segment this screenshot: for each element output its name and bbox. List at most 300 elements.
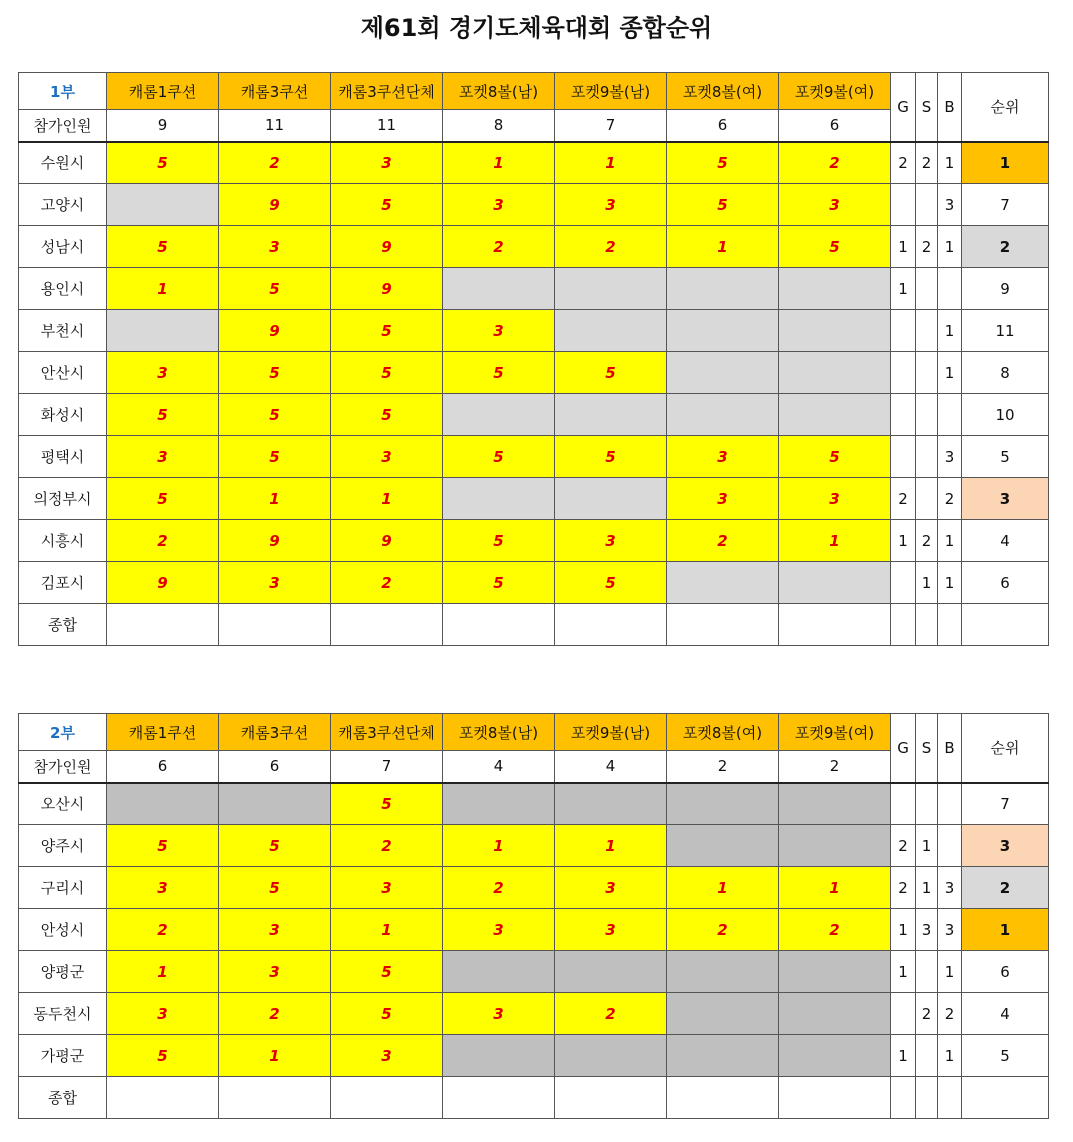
gold-count: 1: [891, 951, 916, 993]
event-score: 2: [555, 226, 667, 268]
event-score: 3: [219, 226, 331, 268]
event-score: 5: [107, 394, 219, 436]
city-name: 김포시: [19, 562, 107, 604]
silver-count: [916, 394, 938, 436]
event-score: 5: [443, 520, 555, 562]
bronze-count: 1: [938, 226, 962, 268]
overall-rank: 7: [962, 184, 1049, 226]
city-name: 평택시: [19, 436, 107, 478]
city-name: 구리시: [19, 867, 107, 909]
overall-rank: 1: [962, 909, 1049, 951]
city-name: 용인시: [19, 268, 107, 310]
event-score: 5: [219, 436, 331, 478]
event-not-entered: [443, 268, 555, 310]
bronze-count: [938, 394, 962, 436]
event-not-entered: [443, 1035, 555, 1077]
overall-rank: 8: [962, 352, 1049, 394]
total-cell: [667, 1077, 779, 1119]
participant-count: 11: [219, 110, 331, 142]
header-row: [19, 73, 1049, 110]
overall-rank: 4: [962, 993, 1049, 1035]
total-cell: [779, 1077, 891, 1119]
event-not-entered: [219, 783, 331, 825]
overall-rank: 7: [962, 783, 1049, 825]
event-header: 캐롬3쿠션단체: [331, 714, 443, 751]
total-cell: [107, 1077, 219, 1119]
overall-rank: 11: [962, 310, 1049, 352]
event-score: 3: [219, 909, 331, 951]
event-not-entered: [667, 951, 779, 993]
overall-rank: 6: [962, 562, 1049, 604]
silver-count: [916, 478, 938, 520]
event-score: 5: [219, 394, 331, 436]
city-row: [19, 352, 1049, 394]
city-row: [19, 436, 1049, 478]
silver-count: [916, 352, 938, 394]
page-title: 제61회 경기도체육대회 종합순위: [360, 14, 713, 42]
city-row: [19, 394, 1049, 436]
event-not-entered: [555, 310, 667, 352]
event-score: 5: [219, 867, 331, 909]
event-score: 5: [779, 436, 891, 478]
event-score: 2: [107, 520, 219, 562]
city-row: [19, 909, 1049, 951]
gold-count: [891, 783, 916, 825]
event-score: 5: [779, 226, 891, 268]
event-not-entered: [107, 184, 219, 226]
total-cell: [916, 1077, 938, 1119]
city-row: [19, 1035, 1049, 1077]
overall-rank: 2: [962, 867, 1049, 909]
city-name: 시흥시: [19, 520, 107, 562]
event-score: 3: [107, 993, 219, 1035]
event-score: 9: [219, 184, 331, 226]
bronze-header: B: [938, 73, 962, 142]
event-score: 2: [219, 993, 331, 1035]
event-score: 3: [555, 520, 667, 562]
event-score: 3: [555, 909, 667, 951]
silver-count: [916, 436, 938, 478]
gold-header: G: [891, 73, 916, 142]
event-not-entered: [779, 310, 891, 352]
gold-count: [891, 436, 916, 478]
total-cell: [443, 1077, 555, 1119]
event-score: 5: [107, 478, 219, 520]
event-score: 3: [331, 142, 443, 184]
city-row: [19, 993, 1049, 1035]
gold-count: 1: [891, 268, 916, 310]
city-name: 성남시: [19, 226, 107, 268]
total-label: 종합: [19, 1077, 107, 1119]
event-score: 2: [219, 142, 331, 184]
participant-count-label: 참가인원: [19, 110, 107, 142]
silver-count: 1: [916, 562, 938, 604]
bronze-count: 2: [938, 993, 962, 1035]
event-not-entered: [443, 951, 555, 993]
event-not-entered: [779, 268, 891, 310]
event-score: 3: [555, 867, 667, 909]
event-not-entered: [555, 951, 667, 993]
event-score: 5: [443, 352, 555, 394]
silver-header: S: [916, 73, 938, 142]
bronze-count: 1: [938, 951, 962, 993]
participant-count-label: 참가인원: [19, 751, 107, 783]
bronze-count: 3: [938, 867, 962, 909]
overall-rank: 3: [962, 825, 1049, 867]
event-not-entered: [779, 1035, 891, 1077]
city-row: [19, 310, 1049, 352]
city-name: 고양시: [19, 184, 107, 226]
silver-count: [916, 783, 938, 825]
event-score: 2: [779, 909, 891, 951]
total-cell: [555, 604, 667, 646]
participant-count: 9: [107, 110, 219, 142]
event-header: 포켓8볼(남): [443, 714, 555, 751]
city-row: [19, 142, 1049, 184]
event-not-entered: [555, 478, 667, 520]
event-header: 포켓8볼(남): [443, 73, 555, 110]
total-cell: [219, 604, 331, 646]
event-score: 5: [331, 184, 443, 226]
city-row: [19, 184, 1049, 226]
event-not-entered: [555, 1035, 667, 1077]
event-score: 2: [667, 520, 779, 562]
bronze-count: 2: [938, 478, 962, 520]
division-table: [18, 72, 1049, 646]
event-score: 3: [443, 909, 555, 951]
event-not-entered: [667, 825, 779, 867]
gold-count: 1: [891, 520, 916, 562]
event-score: 5: [443, 436, 555, 478]
event-score: 2: [555, 993, 667, 1035]
event-score: 9: [107, 562, 219, 604]
event-score: 3: [219, 951, 331, 993]
event-score: 9: [219, 520, 331, 562]
gold-count: [891, 993, 916, 1035]
gold-count: 2: [891, 867, 916, 909]
event-score: 3: [443, 310, 555, 352]
event-score: 5: [219, 825, 331, 867]
silver-count: [916, 1035, 938, 1077]
event-header: 포켓9볼(여): [779, 73, 891, 110]
overall-rank: 3: [962, 478, 1049, 520]
event-score: 5: [331, 310, 443, 352]
event-not-entered: [667, 310, 779, 352]
event-score: 5: [555, 436, 667, 478]
event-not-entered: [779, 394, 891, 436]
event-score: 1: [779, 867, 891, 909]
rank-header: 순위: [962, 714, 1049, 783]
event-not-entered: [667, 268, 779, 310]
bronze-count: 1: [938, 1035, 962, 1077]
event-score: 5: [107, 1035, 219, 1077]
event-score: 3: [443, 184, 555, 226]
event-score: 5: [331, 783, 443, 825]
event-score: 1: [107, 951, 219, 993]
silver-count: 2: [916, 993, 938, 1035]
total-cell: [962, 604, 1049, 646]
event-not-entered: [667, 783, 779, 825]
event-header: 캐롬3쿠션: [219, 73, 331, 110]
gold-count: [891, 562, 916, 604]
event-not-entered: [555, 783, 667, 825]
event-score: 9: [219, 310, 331, 352]
gold-count: 1: [891, 226, 916, 268]
total-row: [19, 1077, 1049, 1119]
event-not-entered: [779, 352, 891, 394]
event-score: 5: [331, 951, 443, 993]
event-not-entered: [667, 352, 779, 394]
silver-count: 1: [916, 867, 938, 909]
division-label: 1부: [19, 73, 107, 110]
event-not-entered: [667, 562, 779, 604]
participant-count: 7: [331, 751, 443, 783]
event-score: 2: [779, 142, 891, 184]
event-score: 2: [107, 909, 219, 951]
event-score: 3: [107, 867, 219, 909]
event-not-entered: [667, 993, 779, 1035]
event-not-entered: [443, 394, 555, 436]
event-not-entered: [107, 783, 219, 825]
city-name: 의정부시: [19, 478, 107, 520]
event-score: 5: [667, 142, 779, 184]
event-header: 포켓9볼(여): [779, 714, 891, 751]
bronze-count: [938, 268, 962, 310]
total-cell: [555, 1077, 667, 1119]
bronze-count: [938, 783, 962, 825]
event-score: 5: [443, 562, 555, 604]
event-score: 3: [107, 436, 219, 478]
participant-count: 6: [107, 751, 219, 783]
header-row: [19, 714, 1049, 751]
gold-count: [891, 394, 916, 436]
event-score: 3: [443, 993, 555, 1035]
event-score: 5: [107, 142, 219, 184]
bronze-count: 3: [938, 436, 962, 478]
event-header: 포켓8볼(여): [667, 714, 779, 751]
event-score: 1: [555, 825, 667, 867]
bronze-count: 1: [938, 562, 962, 604]
event-not-entered: [779, 562, 891, 604]
event-not-entered: [107, 310, 219, 352]
city-name: 동두천시: [19, 993, 107, 1035]
event-score: 3: [331, 436, 443, 478]
bronze-count: 1: [938, 520, 962, 562]
event-score: 5: [331, 993, 443, 1035]
event-score: 1: [555, 142, 667, 184]
participant-count: 6: [667, 110, 779, 142]
event-score: 3: [107, 352, 219, 394]
event-score: 3: [667, 436, 779, 478]
event-header: 캐롬1쿠션: [107, 714, 219, 751]
division-label: 2부: [19, 714, 107, 751]
city-name: 안산시: [19, 352, 107, 394]
event-score: 1: [443, 825, 555, 867]
participant-count: 2: [667, 751, 779, 783]
gold-count: 2: [891, 142, 916, 184]
event-score: 5: [555, 352, 667, 394]
gold-count: [891, 352, 916, 394]
city-name: 화성시: [19, 394, 107, 436]
event-score: 5: [107, 825, 219, 867]
event-score: 5: [219, 268, 331, 310]
event-score: 1: [667, 226, 779, 268]
event-score: 1: [331, 478, 443, 520]
total-cell: [891, 604, 916, 646]
bronze-count: 1: [938, 352, 962, 394]
event-not-entered: [555, 268, 667, 310]
bronze-count: 1: [938, 310, 962, 352]
event-score: 1: [779, 520, 891, 562]
city-row: [19, 520, 1049, 562]
silver-count: [916, 184, 938, 226]
event-score: 3: [331, 867, 443, 909]
total-label: 종합: [19, 604, 107, 646]
total-cell: [938, 1077, 962, 1119]
silver-count: [916, 268, 938, 310]
total-cell: [219, 1077, 331, 1119]
event-header: 포켓8볼(여): [667, 73, 779, 110]
silver-header: S: [916, 714, 938, 783]
overall-rank: 9: [962, 268, 1049, 310]
city-row: [19, 825, 1049, 867]
division-table: [18, 713, 1049, 1119]
silver-count: 2: [916, 520, 938, 562]
gold-count: 1: [891, 1035, 916, 1077]
total-cell: [667, 604, 779, 646]
participant-count: 6: [779, 110, 891, 142]
event-score: 3: [555, 184, 667, 226]
event-header: 포켓9볼(남): [555, 714, 667, 751]
city-row: [19, 951, 1049, 993]
event-score: 5: [331, 394, 443, 436]
bronze-header: B: [938, 714, 962, 783]
city-row: [19, 478, 1049, 520]
city-row: [19, 783, 1049, 825]
overall-rank: 5: [962, 436, 1049, 478]
event-score: 2: [443, 867, 555, 909]
total-cell: [891, 1077, 916, 1119]
participant-count: 8: [443, 110, 555, 142]
city-row: [19, 562, 1049, 604]
silver-count: 2: [916, 142, 938, 184]
event-score: 9: [331, 520, 443, 562]
participant-count: 4: [555, 751, 667, 783]
event-not-entered: [667, 1035, 779, 1077]
city-name: 오산시: [19, 783, 107, 825]
bronze-count: 1: [938, 142, 962, 184]
event-header: 포켓9볼(남): [555, 73, 667, 110]
event-score: 5: [331, 352, 443, 394]
event-header: 캐롬1쿠션: [107, 73, 219, 110]
total-row: [19, 604, 1049, 646]
gold-header: G: [891, 714, 916, 783]
event-score: 2: [443, 226, 555, 268]
event-score: 1: [331, 909, 443, 951]
bronze-count: 3: [938, 184, 962, 226]
total-cell: [962, 1077, 1049, 1119]
rank-header: 순위: [962, 73, 1049, 142]
event-score: 2: [331, 825, 443, 867]
participant-count: 4: [443, 751, 555, 783]
event-score: 1: [443, 142, 555, 184]
event-score: 5: [667, 184, 779, 226]
event-score: 3: [779, 478, 891, 520]
overall-rank: 1: [962, 142, 1049, 184]
participant-count: 2: [779, 751, 891, 783]
overall-rank: 4: [962, 520, 1049, 562]
total-cell: [938, 604, 962, 646]
event-score: 1: [219, 1035, 331, 1077]
event-score: 1: [219, 478, 331, 520]
total-cell: [779, 604, 891, 646]
total-cell: [107, 604, 219, 646]
event-score: 5: [219, 352, 331, 394]
total-cell: [443, 604, 555, 646]
bronze-count: [938, 825, 962, 867]
event-score: 3: [331, 1035, 443, 1077]
total-cell: [331, 604, 443, 646]
gold-count: [891, 310, 916, 352]
event-score: 1: [107, 268, 219, 310]
overall-rank: 6: [962, 951, 1049, 993]
event-score: 2: [331, 562, 443, 604]
event-score: 9: [331, 226, 443, 268]
gold-count: 2: [891, 478, 916, 520]
event-not-entered: [667, 394, 779, 436]
event-not-entered: [779, 993, 891, 1035]
overall-rank: 10: [962, 394, 1049, 436]
city-name: 양평군: [19, 951, 107, 993]
overall-rank: 2: [962, 226, 1049, 268]
event-score: 9: [331, 268, 443, 310]
event-score: 3: [667, 478, 779, 520]
city-name: 수원시: [19, 142, 107, 184]
city-row: [19, 268, 1049, 310]
silver-count: [916, 310, 938, 352]
event-not-entered: [779, 951, 891, 993]
event-header: 캐롬3쿠션단체: [331, 73, 443, 110]
gold-count: 2: [891, 825, 916, 867]
city-name: 안성시: [19, 909, 107, 951]
event-not-entered: [779, 825, 891, 867]
city-name: 가평군: [19, 1035, 107, 1077]
overall-rank: 5: [962, 1035, 1049, 1077]
total-cell: [916, 604, 938, 646]
bronze-count: 3: [938, 909, 962, 951]
participant-count: 7: [555, 110, 667, 142]
total-cell: [331, 1077, 443, 1119]
silver-count: 2: [916, 226, 938, 268]
silver-count: 3: [916, 909, 938, 951]
gold-count: [891, 184, 916, 226]
event-score: 5: [555, 562, 667, 604]
event-not-entered: [443, 783, 555, 825]
event-not-entered: [443, 478, 555, 520]
participant-count: 11: [331, 110, 443, 142]
event-score: 5: [107, 226, 219, 268]
event-score: 1: [667, 867, 779, 909]
city-name: 양주시: [19, 825, 107, 867]
city-name: 부천시: [19, 310, 107, 352]
event-score: 3: [219, 562, 331, 604]
city-row: [19, 226, 1049, 268]
event-not-entered: [555, 394, 667, 436]
participant-count: 6: [219, 751, 331, 783]
event-header: 캐롬3쿠션: [219, 714, 331, 751]
gold-count: 1: [891, 909, 916, 951]
city-row: [19, 867, 1049, 909]
